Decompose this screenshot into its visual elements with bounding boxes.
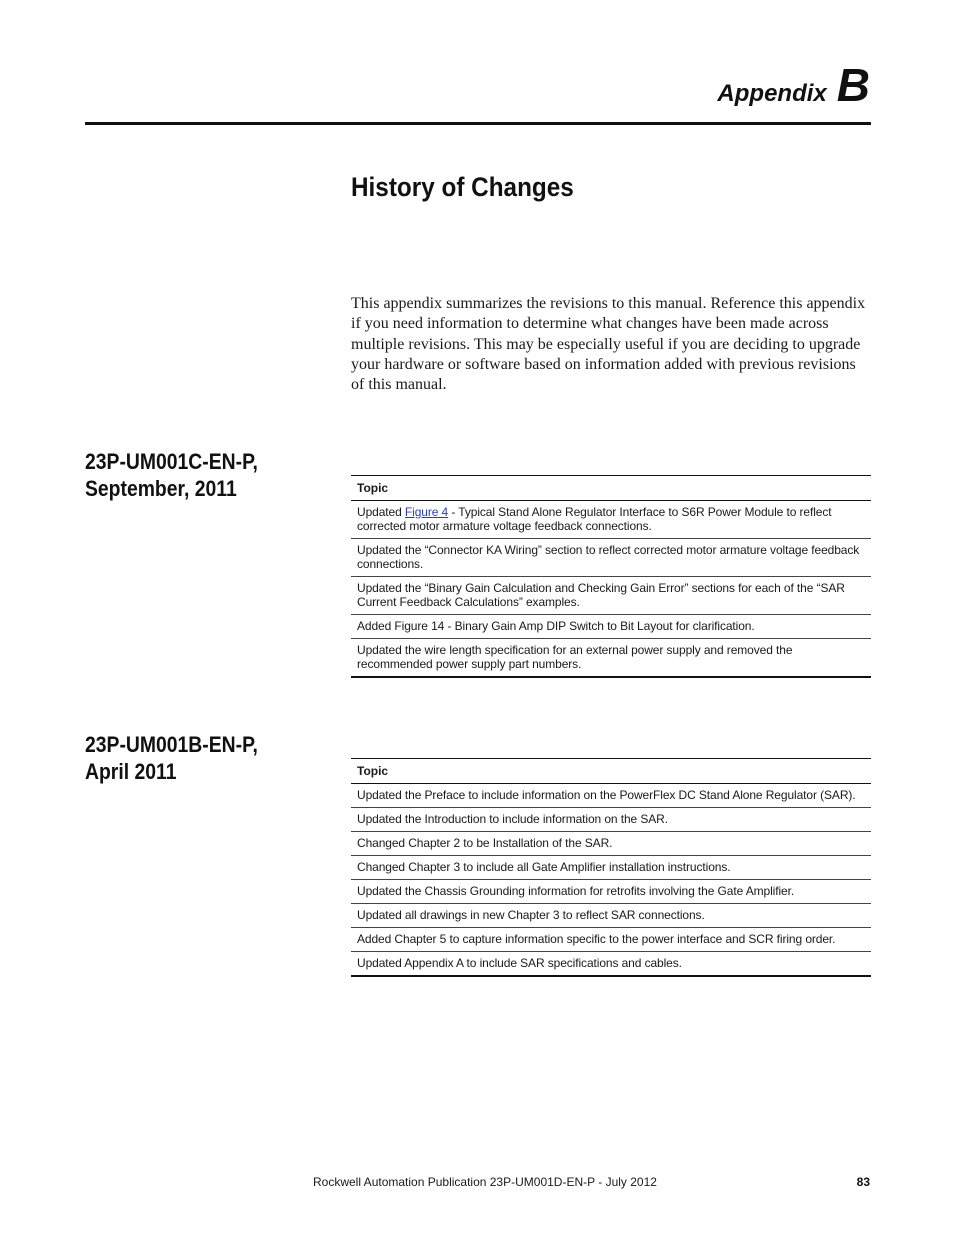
table-cell: Updated the wire length specification for an external power supply and removed the recommended power supply part numbers. xyxy=(351,639,871,678)
table-row xyxy=(351,880,871,904)
appendix-word: Appendix xyxy=(717,80,827,107)
column-header-topic: Topic xyxy=(351,759,871,784)
appendix-letter: B xyxy=(836,59,870,111)
table-cell: Changed Chapter 2 to be Installation of the SAR. xyxy=(351,832,871,856)
table-row xyxy=(351,856,871,880)
page-title: History of Changes xyxy=(351,172,574,202)
table-cell: Added Figure 14 - Binary Gain Amp DIP Switch to Bit Layout for clarification. xyxy=(351,615,871,639)
table-row xyxy=(351,832,871,856)
table-cell: Updated the Preface to include information on the PowerFlex DC Stand Alone Regulator (SAR). xyxy=(351,784,871,808)
cell-text-prefix: Updated xyxy=(357,505,405,519)
table-cell xyxy=(351,501,871,539)
table-row xyxy=(351,928,871,952)
column-header-topic: Topic xyxy=(351,476,871,501)
table-row xyxy=(351,615,871,639)
section-heading-line2: September, 2011 xyxy=(85,476,237,501)
header-rule xyxy=(85,122,871,125)
section-heading-23p-um001b xyxy=(85,731,258,785)
cell-text-suffix: - Typical Stand Alone Regulator Interface to S6R Power Module to reflect corrected motor armature voltage feedback connections. xyxy=(357,505,832,533)
table-cell: Added Chapter 5 to capture information specific to the power interface and SCR firing order. xyxy=(351,928,871,952)
table-row xyxy=(351,784,871,808)
table-row xyxy=(351,539,871,577)
table-row xyxy=(351,808,871,832)
footer-page-number: 83 xyxy=(856,1175,870,1189)
section-heading-23p-um001c xyxy=(85,448,258,502)
table-row xyxy=(351,904,871,928)
table-row xyxy=(351,952,871,977)
table-cell: Updated the Introduction to include information on the SAR. xyxy=(351,808,871,832)
table-cell: Updated the Chassis Grounding information for retrofits involving the Gate Amplifier. xyxy=(351,880,871,904)
table-cell: Updated the “Connector KA Wiring” section to reflect corrected motor armature voltage feedback connections. xyxy=(351,539,871,577)
footer-publication: Rockwell Automation Publication 23P-UM001D-EN-P - July 2012 xyxy=(313,1175,657,1189)
table-cell: Updated the “Binary Gain Calculation and Checking Gain Error” sections for each of the “SAR Current Feedback Calculations” examples. xyxy=(351,577,871,615)
table-cell: Updated Appendix A to include SAR specifications and cables. xyxy=(351,952,871,977)
figure-4-link[interactable]: Figure 4 xyxy=(404,505,449,519)
section-heading-line2: April 2011 xyxy=(85,759,177,784)
section-heading-line1: 23P-UM001B-EN-P, xyxy=(85,732,258,757)
appendix-header xyxy=(717,58,870,112)
table-cell: Updated all drawings in new Chapter 3 to reflect SAR connections. xyxy=(351,904,871,928)
changes-table-23p-um001c xyxy=(351,475,871,678)
intro-paragraph: This appendix summarizes the revisions to this manual. Reference this appendix if you need information to determine what changes have been made across multiple revisions. This may be especially useful if you are deciding to upgrade your hardware or software based on information added with previous revisions of this manual. xyxy=(351,295,866,394)
table-row xyxy=(351,501,871,539)
table-row xyxy=(351,639,871,678)
table-cell: Changed Chapter 3 to include all Gate Amplifier installation instructions. xyxy=(351,856,871,880)
table-row xyxy=(351,577,871,615)
changes-table-23p-um001b xyxy=(351,758,871,977)
section-heading-line1: 23P-UM001C-EN-P, xyxy=(85,449,258,474)
